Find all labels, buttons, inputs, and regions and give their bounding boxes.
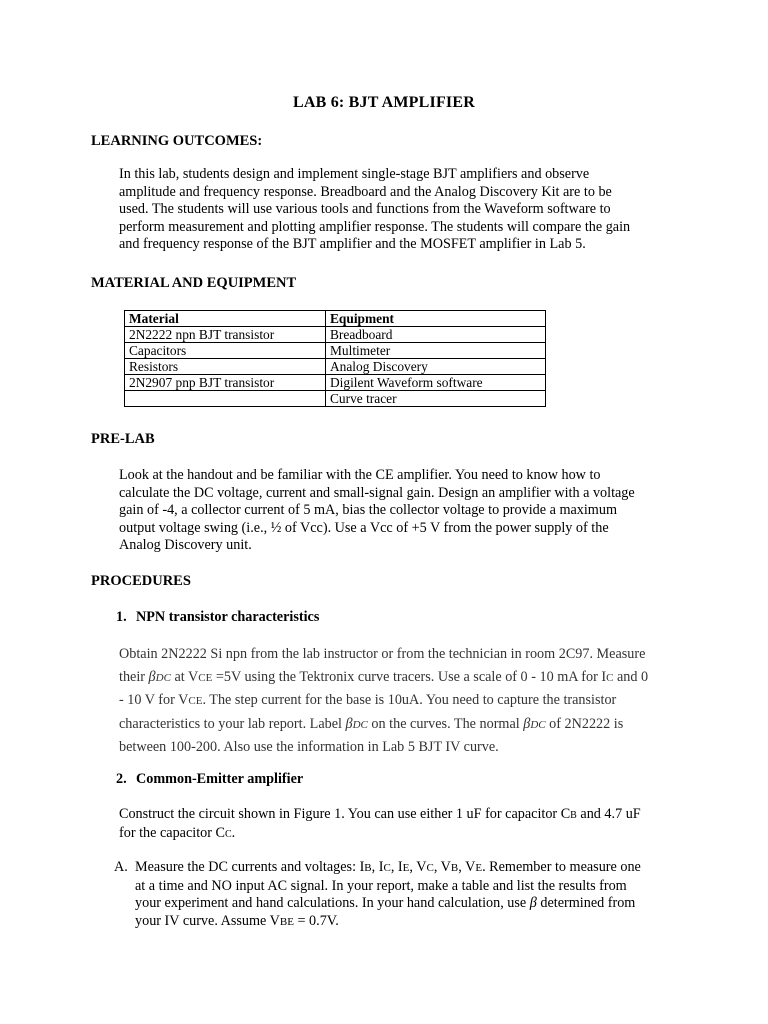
paragraph-line: Look at the handout and be familiar with the CE amplifier. You need to know how to [119, 467, 601, 483]
materials-table [124, 310, 546, 407]
table-row [125, 375, 546, 391]
procedure-item-a [114, 859, 674, 931]
beta-symbol: β [529, 895, 537, 912]
equipment-cell: Analog Discovery [326, 359, 546, 375]
procedure-item-2-paragraph [119, 806, 689, 843]
column-header-equipment: Equipment [326, 311, 546, 327]
prelab-paragraph [119, 467, 679, 555]
item-number: 2. [116, 771, 127, 787]
table-row [125, 343, 546, 359]
paragraph-line: output voltage swing (i.e., ½ of Vcc). Use a Vcc of +5 V from the power supply of the [119, 519, 609, 536]
item-title: Common-Emitter amplifier [136, 771, 304, 787]
equipment-cell: Curve tracer [326, 391, 546, 407]
learning-outcomes-heading: LEARNING OUTCOMES: [91, 133, 263, 149]
material-cell [125, 391, 326, 407]
material-cell: 2N2907 pnp BJT transistor [125, 375, 326, 391]
procedure-item-1-title [116, 609, 319, 626]
item-title: NPN transistor characteristics [136, 609, 320, 625]
learning-outcomes-paragraph [119, 166, 659, 254]
paragraph-line: your IV curve. Assume VBE = 0.7V. [135, 912, 339, 929]
equipment-cell: Breadboard [326, 327, 546, 343]
paragraph-line: perform measurement and plotting amplifier response. The students will compare the gain [119, 218, 631, 235]
paragraph-line: calculate the DC voltage, current and small-signal gain. Design an amplifier with a voltage [119, 484, 635, 501]
procedure-item-1-paragraph [119, 643, 679, 759]
procedures-heading: PROCEDURES [91, 573, 191, 589]
paragraph-line: Analog Discovery unit. [119, 537, 252, 554]
paragraph-line: Obtain 2N2222 Si npn from the lab instructor or from the technician in room 2C97. Measure [119, 646, 646, 662]
prelab-heading: PRE-LAB [91, 431, 155, 447]
paragraph-line: amplitude and frequency response. Breadboard and the Analog Discovery Kit are to be [119, 183, 612, 200]
material-cell: Resistors [125, 359, 326, 375]
beta-symbol: β [345, 715, 353, 732]
column-header-material: Material [125, 311, 326, 327]
item-number: 1. [116, 609, 127, 625]
beta-symbol: β [148, 668, 156, 685]
paragraph-line: Measure the DC currents and voltages: IB, IC, IE, VC, VB, VE. Remember to measure one [135, 859, 641, 875]
table-row [125, 359, 546, 375]
materials-heading: MATERIAL AND EQUIPMENT [91, 275, 297, 291]
paragraph-line: characteristics to your lab report. Label βDC on the curves. The normal βDC of 2N2222 is [119, 715, 624, 732]
paragraph-line: used. The students will use various tools and functions from the Waveform software to [119, 201, 611, 218]
paragraph-line: and frequency response of the BJT amplifier and the MOSFET amplifier in Lab 5. [119, 236, 586, 253]
table-row [125, 327, 546, 343]
procedure-item-2-title [116, 771, 303, 788]
paragraph-line: your experiment and hand calculations. In your hand calculation, use β determined from [135, 895, 636, 912]
paragraph-line: between 100-200. Also use the information in Lab 5 BJT IV curve. [119, 739, 499, 756]
table-header-row [125, 311, 546, 327]
item-a-text [135, 859, 674, 931]
item-letter: A. [114, 859, 128, 875]
paragraph-line: In this lab, students design and implement single-stage BJT amplifiers and observe [119, 166, 590, 182]
equipment-cell: Digilent Waveform software [326, 375, 546, 391]
paragraph-line: at a time and NO input AC signal. In your report, make a table and list the results from [135, 877, 627, 894]
equipment-cell: Multimeter [326, 343, 546, 359]
table-row [125, 391, 546, 407]
paragraph-line: their βDC at VCE =5V using the Tektronix curve tracers. Use a scale of 0 - 10 mA for IC and 0 [119, 668, 649, 685]
paragraph-line: gain of -4, a collector current of 5 mA, bias the collector voltage to provide a maximum [119, 502, 617, 519]
beta-symbol: β [523, 715, 531, 732]
material-cell: 2N2222 npn BJT transistor [125, 327, 326, 343]
paragraph-line: Construct the circuit shown in Figure 1. You can use either 1 uF for capacitor CB and 4.7 uF [119, 806, 641, 822]
paragraph-line: for the capacitor CC. [119, 824, 236, 841]
page-title: LAB 6: BJT AMPLIFIER [293, 94, 475, 111]
material-cell: Capacitors [125, 343, 326, 359]
paragraph-line: - 10 V for VCE. The step current for the base is 10uA. You need to capture the transistor [119, 692, 617, 709]
